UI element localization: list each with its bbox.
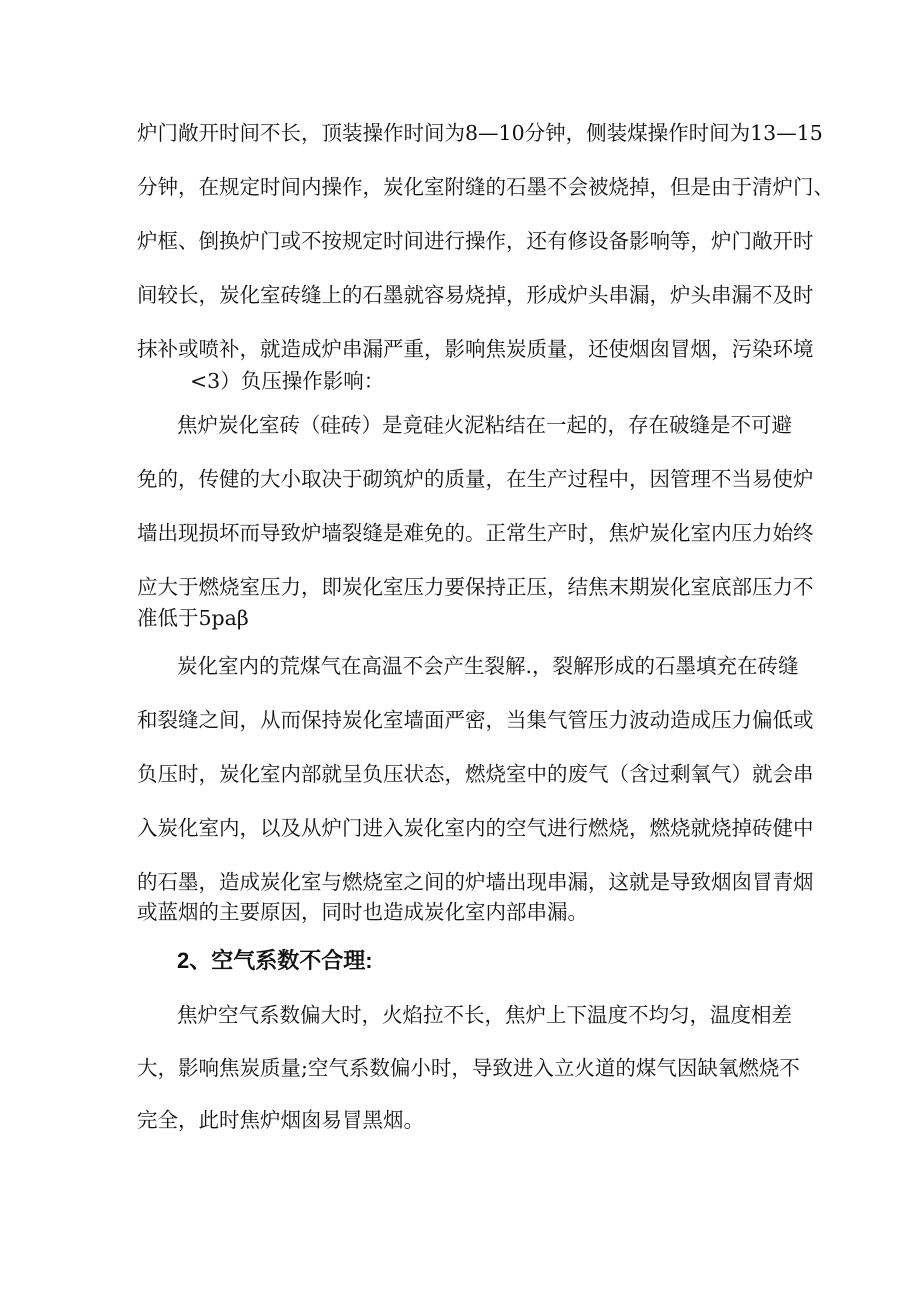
paragraph-line: 炭化室内的荒煤气在高温不会产生裂解.，裂解形成的石墨填充在砖缝 xyxy=(177,654,799,678)
paragraph-line: 焦炉空气系数偏大时，火焰拉不长，焦炉上下温度不均匀，温度相差 xyxy=(177,1003,792,1027)
paragraph-line: 间较长，炭化室砖缝上的石墨就容易烧掉，形成炉头串漏，炉头串漏不及时 xyxy=(137,283,814,307)
paragraph-line: 免的，传健的大小取决于砌筑炉的质量，在生产过程中，因管理不当易使炉 xyxy=(137,467,814,491)
paragraph-line: 墙出现损坏而导致炉墙裂缝是难免的。正常生产时，焦炉炭化室内压力始终 xyxy=(137,521,814,545)
paragraph-line: 入炭化室内，以及从炉门进入炭化室内的空气进行燃烧，燃烧就烧掉砖健中 xyxy=(137,816,814,840)
paragraph-line: 抹补或喷补，就造成炉串漏严重，影响焦炭质量，还使烟囱冒烟，污染环境 xyxy=(137,337,814,361)
section-heading: 2、空气系数不合理: xyxy=(177,948,373,973)
paragraph-line: 或蓝烟的主要原因，同时也造成炭化室内部串漏。 xyxy=(137,900,588,924)
paragraph-line: 应大于燃烧室压力，即炭化室压力要保持正压，结焦末期炭化室底部压力不 xyxy=(137,575,814,599)
subsection-label: <3）负压操作影响： xyxy=(190,369,385,393)
paragraph-line: 大，影响焦炭质量;空气系数偏小时，导致进入立火道的煤气因缺氧燃烧不 xyxy=(137,1056,800,1080)
paragraph-line: 焦炉炭化室砖（硅砖）是竟硅火泥粘结在一起的，存在破缝是不可避 xyxy=(177,413,792,437)
paragraph-line: 分钟，在规定时间内操作，炭化室附缝的石墨不会被烧掉，但是由于清炉门、 xyxy=(137,175,834,199)
paragraph-line: 炉框、倒换炉门或不按规定时间进行操作，还有修设备影响等，炉门敞开时 xyxy=(137,229,814,253)
paragraph-line: 负压时，炭化室内部就呈负压状态，燃烧室中的废气（含过剩氧气）就会串 xyxy=(137,762,814,786)
paragraph-line: 炉门敞开时间不长，顶装操作时间为8—10分钟，侧装煤操作时间为13—15 xyxy=(137,121,823,145)
paragraph-line: 完全，此时焦炉烟囱易冒黑烟。 xyxy=(137,1108,424,1132)
paragraph-line: 准低于5paβ xyxy=(137,606,249,630)
paragraph-line: 的石墨，造成炭化室与燃烧室之间的炉墙出现串漏，这就是导致烟囱冒青烟 xyxy=(137,870,814,894)
paragraph-line: 和裂缝之间，从而保持炭化室墙面严密，当集气管压力波动造成压力偏低或 xyxy=(137,708,814,732)
